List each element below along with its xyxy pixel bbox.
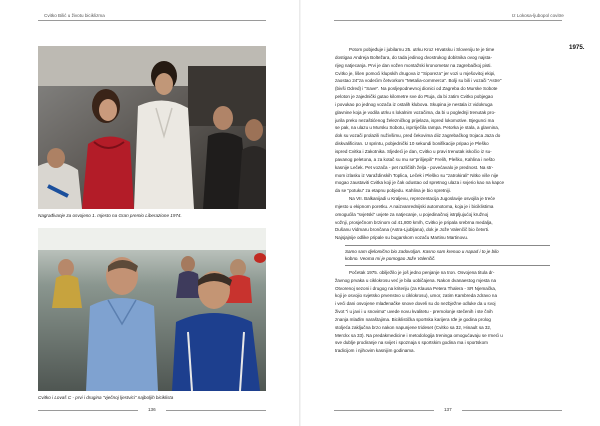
cyclists-photo-caption: Cvitko i Lovaš C - prvi i drugina "vječnoj ljestvici" najboljih biciklista [38,395,174,400]
paragraph-1-line: diskvalificiran. U sprintu, pobjednički 10 sekundi bonifikacije pripao je Pleško [335,141,489,147]
paragraph-3-line: znanja mlađim naraštajima. Biciklistička sportska karijera rđe je godina prolog [335,316,491,322]
award-ceremony-photo [38,46,266,209]
paragraph-1-line: dok su vozači prolazili nuživšimu, pred čekovima diiz zagrebačkog trojaca Jaza do [335,133,501,139]
two-cyclists-photo [38,228,266,391]
paragraph-3-line: stoljeća zaključna brzo nakon napunjene trideset (Cvitko sa 32, Hinault sa 32, [335,324,492,330]
left-page-number: 136 [148,407,156,412]
paragraph-1-line: mom izlasku iz Varaždinskih Toplica, Leček i Pleško su "zatrokirali" Nitko više nije [335,172,499,178]
left-running-head: Cvitko Bilić u životu biciklizma [44,13,105,18]
paragraph-3 [335,269,562,355]
paragraph-2-line: Dušanu Vidmaru brončana (Astra-Ljubljana), dok je Jože Valenčič bio četvrti. [335,227,490,233]
paragraph-3-line: koji je osvojio svjetsko prvenstvo u ciklokrosu), umor, zatim Kambreda zdravo na [335,293,497,299]
paragraph-3-line: Merckx sa 33). Na predakmedicine i metodologija treninga omogućavaju se rmeći u [335,332,503,338]
paragraph-1-line: kasnije Leček. Pet vozača - pet različitih željа - povećavalo je prednost. Na str- [335,164,494,170]
right-page [300,0,600,426]
award-photo-caption: Nagrađivanje za osvojeno 1. mjesto na Gran premio Liberazione 1974. [38,213,182,218]
left-footer-rule-left [38,410,138,411]
left-footer-rule-right [166,410,266,411]
paragraph-1-line: zaostao 24"za vodećim četvorkom "Metalia-commerca". Bolji su bili i vozači "Astre" [335,78,502,84]
quote-line: kobno. Veoma mi je pomogao Jože Valenčič. [345,256,436,262]
award-ceremony-photo-image [38,46,266,209]
paragraph-2-line: mjesto u ekipnom poretku. A naizvanrednijski automotoma, koja je i biciklistima [335,203,494,209]
paragraph-1-line: glavnine koja je vodila utrku s lokalnim vozačima, da bi u poglednji trenutak pro- [335,109,496,115]
paragraph-2-line: omogućila "svjetski" uvjete za natjecanje, u pojedinačnoj istrpljujućoj kružnoj [335,211,489,217]
pull-quote [345,245,550,266]
margin-year: 1975. [569,44,585,51]
paragraph-1-line: mogao zaustaviti Cvitka koji je čak odustao od spretnog ulaza i svjerio kao na kapce [335,180,505,186]
paragraph-3-line: žavnog prvaka u ciklokrosu već je bila uobičajena. Nakon dvanaestog mjesta na [335,277,497,283]
paragraph-3-line: Otvorenoj sezoni i drugog na kriteriju (za Klausa Petera Thalera - SR Njemačka, [335,285,497,291]
paragraph-1-line: ispred Cvitka i Zakotnika. Sljedeći je dan, Cvitko u pravi trenutak iskočio iz su- [335,148,492,154]
paragraph-1-line: (bivši Odred) i "Save". Na posljepodnevnoj dionici od Zagreba do Murske Sobote [335,86,498,92]
paragraph-2 [335,195,562,242]
paragraph-3-line: i veći dani osvojene mlađenačke snove doveli su do nezbježne odluke da u svoj [335,301,496,307]
right-footer-rule-right [462,410,562,411]
paragraph-2-line: Najsjajnije odlike pripale su bugarskom vozaču Martinu Martinovu. [335,235,469,241]
paragraph-3-line: tradicijom i njihovim kasnijim godinama. [335,348,415,354]
paragraph-1-line: peloton je zajednički gutao kilometre sve do Ptuja, da bi zatim Cvitko pobjegao [335,94,493,100]
paragraph-1 [335,46,562,195]
quote-line: Samo sam djelomično bio zadovoljan. Kasno sam krenuo u napad i to je bilo [345,249,499,255]
paragraph-1-line: da se "potuku" za etapnu pobjedu. Kahlina je bio spretniji. [335,188,451,194]
right-page-number: 137 [444,407,452,412]
paragraph-3-line: Početak 1975. obilježilo je još jedno penjanje na tron. Osvojena titula dr- [349,269,495,275]
paragraph-3-line: sve dublje prodiranje na svijet i spoznaja s sportskim godina ma i sportskom [335,340,488,346]
paragraph-1-line: rijeg natjecanja. Prvi je dan vožen montažski kronometar na zagrebačkoj pisti. [335,62,492,68]
paragraph-3-line: život "i u javi i u snovima" uvede novu kvalitetu - premolonje stečenih i ste čnih [335,309,493,315]
body-text [335,46,562,355]
right-footer-rule-left [334,410,434,411]
paragraph-2-line: Na VII. Balkanijadi u Kraljevu, reprezentacija Jugoslavije osvojila je treće [349,196,496,202]
paragraph-1-line: Potom pobjeđuje i jubilarnu 25. utrku Kroz Hrvatsku i Sloveniju te je time [349,47,495,52]
paragraph-1-line: dostigao Andreja Boltežara, do tada jedinog dvostrukog dobitnika ovog najsta- [335,54,492,60]
paragraph-1-line: pavanog peletona, a za kotač su mu se"prilijepili" Frelih, Pleško, Kahlina i nešto [335,156,495,162]
paragraph-1-line: jurila preko nezaštićenog železničkog prijelaza, ispred lokomotive. Bjegunci ma [335,117,494,123]
paragraph-1-line: i povukao po jednog vozača iz ostalih klubova. Skupina je nestala iz vidokruga [335,101,493,107]
right-header-rule [334,20,562,21]
right-running-head: Iz Lokosa-ljubopol covitre [512,13,564,18]
paragraph-2-line: vožnji, prosječnom brzinom od 41,800 km/h, Cvitko je pripala srebrna medalja, [335,219,493,225]
paragraph-1-line: se pak, na ulazu u Mursku Sobotu, isprriječila rampa. Petorka je stala, a glavnina, [335,125,500,131]
paragraph-1-line: Cvitko je, lišen pomoći klupskih drugova iz "Siporeza" jer vozi u mješovitoj ekipi, [335,70,496,76]
two-cyclists-photo-image [38,228,266,391]
left-header-rule [38,20,266,21]
